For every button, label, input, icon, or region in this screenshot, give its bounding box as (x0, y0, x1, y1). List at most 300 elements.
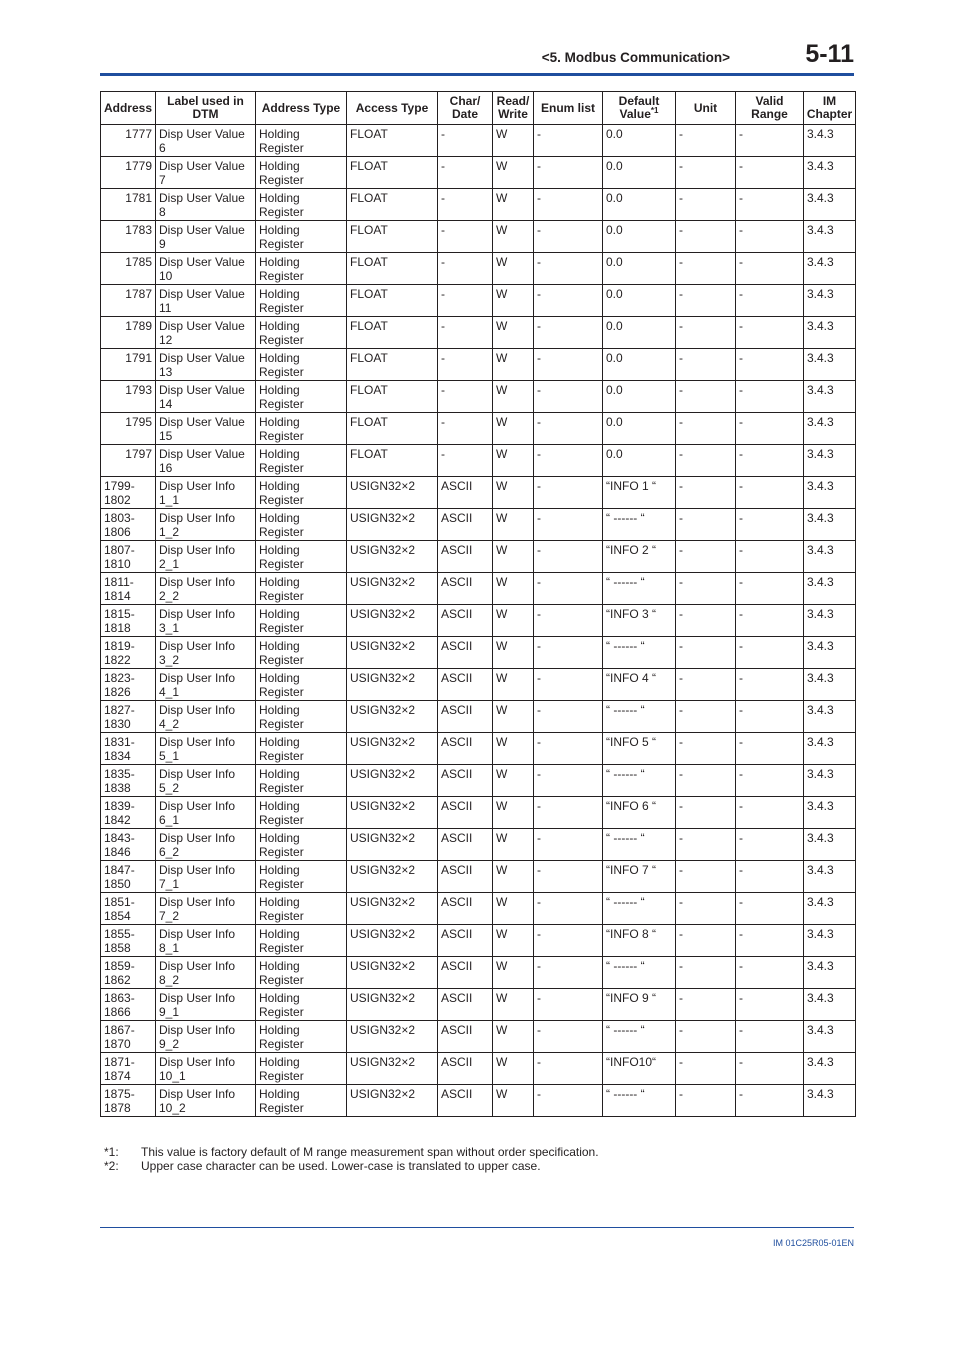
cell-default-value: “INFO 2 “ (603, 541, 676, 573)
cell-label: Disp User Info 2_2 (156, 573, 256, 605)
modbus-register-table (100, 91, 856, 1117)
footnote-text: This value is factory default of M range measurement span without order specification. (141, 1145, 599, 1159)
cell-valid-range: - (736, 669, 804, 701)
cell-valid-range: - (736, 733, 804, 765)
cell-label: Disp User Value 11 (156, 285, 256, 317)
cell-label: Disp User Info 1_2 (156, 509, 256, 541)
cell-valid-range: - (736, 1053, 804, 1085)
cell-enum-list: - (534, 701, 603, 733)
column-header-label: Valid Range (751, 94, 788, 121)
address-value: 1793 (125, 383, 152, 397)
column-header-label: Address (103, 100, 153, 115)
cell-address (101, 701, 156, 733)
cell-default-value: 0.0 (603, 381, 676, 413)
table-row (101, 1053, 856, 1085)
cell-enum-list: - (534, 157, 603, 189)
table-row (101, 445, 856, 477)
cell-default-value: “ ------ “ (603, 829, 676, 861)
address-value: 1839- 1842 (104, 799, 135, 827)
cell-char-date: - (438, 381, 493, 413)
header-rule (100, 73, 854, 76)
cell-unit: - (676, 701, 736, 733)
cell-address-type: Holding Register (256, 637, 347, 669)
cell-read-write: W (493, 253, 534, 285)
cell-default-value: “ ------ “ (603, 637, 676, 669)
cell-label: Disp User Info 6_2 (156, 829, 256, 861)
column-header-label: Enum list (540, 100, 595, 115)
cell-im-chapter: 3.4.3 (804, 1085, 856, 1117)
cell-address (101, 349, 156, 381)
cell-enum-list: - (534, 1085, 603, 1117)
cell-read-write: W (493, 637, 534, 669)
cell-address (101, 797, 156, 829)
cell-char-date: - (438, 445, 493, 477)
cell-char-date: ASCII (438, 861, 493, 893)
column-header-read-write (493, 92, 534, 125)
cell-default-value: “ ------ “ (603, 509, 676, 541)
cell-label: Disp User Info 5_2 (156, 765, 256, 797)
address-value: 1789 (125, 319, 152, 333)
cell-im-chapter: 3.4.3 (804, 573, 856, 605)
cell-valid-range: - (736, 957, 804, 989)
column-header-valid-range (736, 92, 804, 125)
cell-char-date: - (438, 413, 493, 445)
cell-unit: - (676, 413, 736, 445)
cell-access-type: FLOAT (347, 317, 438, 349)
address-value: 1847- 1850 (104, 863, 135, 891)
column-header-label: Default Value (618, 94, 660, 121)
address-value: 1875- 1878 (104, 1087, 135, 1115)
cell-label: Disp User Info 7_1 (156, 861, 256, 893)
cell-enum-list: - (534, 1053, 603, 1085)
cell-valid-range: - (736, 285, 804, 317)
cell-label: Disp User Value 16 (156, 445, 256, 477)
cell-enum-list: - (534, 861, 603, 893)
address-value: 1871- 1874 (104, 1055, 135, 1083)
cell-address-type: Holding Register (256, 317, 347, 349)
cell-address (101, 253, 156, 285)
cell-address-type: Holding Register (256, 605, 347, 637)
cell-enum-list: - (534, 189, 603, 221)
address-value: 1807- 1810 (104, 543, 135, 571)
address-value: 1803- 1806 (104, 511, 135, 539)
cell-unit: - (676, 253, 736, 285)
column-header-address-type (256, 92, 347, 125)
address-value: 1787 (125, 287, 152, 301)
cell-address (101, 765, 156, 797)
cell-unit: - (676, 381, 736, 413)
footnote (104, 1159, 599, 1173)
cell-unit: - (676, 509, 736, 541)
cell-address (101, 413, 156, 445)
cell-read-write: W (493, 1053, 534, 1085)
cell-address (101, 925, 156, 957)
cell-enum-list: - (534, 637, 603, 669)
cell-im-chapter: 3.4.3 (804, 669, 856, 701)
cell-im-chapter: 3.4.3 (804, 125, 856, 157)
cell-label: Disp User Value 15 (156, 413, 256, 445)
cell-char-date: ASCII (438, 1053, 493, 1085)
cell-address-type: Holding Register (256, 1021, 347, 1053)
cell-enum-list: - (534, 989, 603, 1021)
cell-im-chapter: 3.4.3 (804, 861, 856, 893)
table-row (101, 509, 856, 541)
cell-im-chapter: 3.4.3 (804, 925, 856, 957)
cell-access-type: USIGN32×2 (347, 541, 438, 573)
cell-im-chapter: 3.4.3 (804, 637, 856, 669)
cell-default-value: “INFO 1 “ (603, 477, 676, 509)
cell-address-type: Holding Register (256, 189, 347, 221)
cell-read-write: W (493, 317, 534, 349)
column-header-enum-list (534, 92, 603, 125)
cell-valid-range: - (736, 509, 804, 541)
cell-read-write: W (493, 1085, 534, 1117)
cell-enum-list: - (534, 893, 603, 925)
cell-unit: - (676, 765, 736, 797)
table-row (101, 1085, 856, 1117)
cell-unit: - (676, 989, 736, 1021)
cell-address-type: Holding Register (256, 509, 347, 541)
column-header-label: IM Chapter (806, 94, 853, 121)
document-id: IM 01C25R05-01EN (772, 1238, 854, 1248)
cell-char-date: ASCII (438, 829, 493, 861)
cell-default-value: 0.0 (603, 349, 676, 381)
footnote-mark: *2: (104, 1159, 119, 1173)
cell-address (101, 1021, 156, 1053)
cell-read-write: W (493, 413, 534, 445)
cell-default-value: 0.0 (603, 253, 676, 285)
cell-access-type: USIGN32×2 (347, 797, 438, 829)
cell-valid-range: - (736, 349, 804, 381)
address-value: 1835- 1838 (104, 767, 135, 795)
cell-enum-list: - (534, 349, 603, 381)
cell-im-chapter: 3.4.3 (804, 893, 856, 925)
table-row (101, 861, 856, 893)
cell-char-date: ASCII (438, 637, 493, 669)
cell-address (101, 125, 156, 157)
cell-read-write: W (493, 477, 534, 509)
cell-address (101, 317, 156, 349)
cell-address-type: Holding Register (256, 701, 347, 733)
cell-address (101, 189, 156, 221)
cell-unit: - (676, 189, 736, 221)
cell-unit: - (676, 541, 736, 573)
cell-address-type: Holding Register (256, 893, 347, 925)
column-header-label: Unit (693, 100, 718, 115)
cell-default-value: 0.0 (603, 221, 676, 253)
cell-address-type: Holding Register (256, 349, 347, 381)
cell-address (101, 541, 156, 573)
cell-access-type: USIGN32×2 (347, 829, 438, 861)
cell-default-value: 0.0 (603, 413, 676, 445)
column-header-label (156, 92, 256, 125)
cell-read-write: W (493, 605, 534, 637)
cell-unit: - (676, 669, 736, 701)
cell-char-date: - (438, 157, 493, 189)
cell-address-type: Holding Register (256, 733, 347, 765)
cell-access-type: USIGN32×2 (347, 925, 438, 957)
cell-label: Disp User Value 13 (156, 349, 256, 381)
cell-address (101, 733, 156, 765)
cell-address-type: Holding Register (256, 1053, 347, 1085)
column-header-im-chapter (804, 92, 856, 125)
cell-valid-range: - (736, 445, 804, 477)
cell-unit: - (676, 157, 736, 189)
cell-valid-range: - (736, 125, 804, 157)
cell-access-type: USIGN32×2 (347, 861, 438, 893)
cell-access-type: USIGN32×2 (347, 733, 438, 765)
cell-read-write: W (493, 157, 534, 189)
address-value: 1783 (125, 223, 152, 237)
cell-valid-range: - (736, 189, 804, 221)
table-row (101, 925, 856, 957)
table-row (101, 541, 856, 573)
cell-read-write: W (493, 701, 534, 733)
cell-default-value: “ ------ “ (603, 1085, 676, 1117)
cell-im-chapter: 3.4.3 (804, 157, 856, 189)
address-value: 1819- 1822 (104, 639, 135, 667)
cell-char-date: ASCII (438, 733, 493, 765)
cell-access-type: USIGN32×2 (347, 989, 438, 1021)
cell-valid-range: - (736, 829, 804, 861)
cell-read-write: W (493, 989, 534, 1021)
table-row (101, 893, 856, 925)
cell-enum-list: - (534, 381, 603, 413)
cell-access-type: FLOAT (347, 157, 438, 189)
cell-label: Disp User Info 4_2 (156, 701, 256, 733)
cell-enum-list: - (534, 765, 603, 797)
cell-default-value: 0.0 (603, 125, 676, 157)
table-row (101, 125, 856, 157)
address-value: 1799- 1802 (104, 479, 135, 507)
cell-label: Disp User Value 6 (156, 125, 256, 157)
cell-im-chapter: 3.4.3 (804, 349, 856, 381)
address-value: 1779 (125, 159, 152, 173)
cell-valid-range: - (736, 861, 804, 893)
footnote-reference: *1 (650, 106, 659, 115)
address-value: 1843- 1846 (104, 831, 135, 859)
cell-address-type: Holding Register (256, 477, 347, 509)
cell-valid-range: - (736, 157, 804, 189)
cell-read-write: W (493, 797, 534, 829)
footer-rule (100, 1227, 854, 1228)
cell-access-type: USIGN32×2 (347, 765, 438, 797)
cell-read-write: W (493, 957, 534, 989)
cell-label: Disp User Info 5_1 (156, 733, 256, 765)
cell-im-chapter: 3.4.3 (804, 381, 856, 413)
cell-read-write: W (493, 573, 534, 605)
cell-access-type: USIGN32×2 (347, 1085, 438, 1117)
cell-read-write: W (493, 541, 534, 573)
cell-address-type: Holding Register (256, 381, 347, 413)
cell-valid-range: - (736, 1085, 804, 1117)
table-row (101, 797, 856, 829)
cell-label: Disp User Value 8 (156, 189, 256, 221)
cell-im-chapter: 3.4.3 (804, 605, 856, 637)
cell-unit: - (676, 1085, 736, 1117)
column-header-unit (676, 92, 736, 125)
cell-im-chapter: 3.4.3 (804, 1021, 856, 1053)
cell-valid-range: - (736, 381, 804, 413)
table-row (101, 285, 856, 317)
cell-address-type: Holding Register (256, 445, 347, 477)
cell-valid-range: - (736, 1021, 804, 1053)
cell-label: Disp User Info 8_2 (156, 957, 256, 989)
cell-address (101, 829, 156, 861)
address-value: 1791 (125, 351, 152, 365)
cell-unit: - (676, 605, 736, 637)
cell-address (101, 1085, 156, 1117)
cell-enum-list: - (534, 317, 603, 349)
cell-address-type: Holding Register (256, 989, 347, 1021)
cell-access-type: FLOAT (347, 125, 438, 157)
address-value: 1827- 1830 (104, 703, 135, 731)
cell-access-type: USIGN32×2 (347, 509, 438, 541)
column-header-label: Address Type (261, 100, 341, 115)
cell-char-date: - (438, 221, 493, 253)
cell-im-chapter: 3.4.3 (804, 189, 856, 221)
table-body (101, 125, 856, 1117)
cell-default-value: 0.0 (603, 189, 676, 221)
cell-access-type: USIGN32×2 (347, 669, 438, 701)
cell-default-value: “INFO 4 “ (603, 669, 676, 701)
cell-default-value: “ ------ “ (603, 1021, 676, 1053)
cell-enum-list: - (534, 509, 603, 541)
cell-label: Disp User Value 10 (156, 253, 256, 285)
cell-valid-range: - (736, 893, 804, 925)
cell-access-type: USIGN32×2 (347, 1053, 438, 1085)
table-row (101, 829, 856, 861)
cell-address-type: Holding Register (256, 125, 347, 157)
table-row (101, 157, 856, 189)
cell-valid-range: - (736, 317, 804, 349)
cell-im-chapter: 3.4.3 (804, 221, 856, 253)
table-row (101, 765, 856, 797)
cell-label: Disp User Info 4_1 (156, 669, 256, 701)
cell-read-write: W (493, 189, 534, 221)
cell-address (101, 605, 156, 637)
cell-access-type: USIGN32×2 (347, 605, 438, 637)
cell-unit: - (676, 829, 736, 861)
table-row (101, 253, 856, 285)
table-row (101, 701, 856, 733)
cell-unit: - (676, 317, 736, 349)
cell-unit: - (676, 285, 736, 317)
cell-address-type: Holding Register (256, 221, 347, 253)
cell-valid-range: - (736, 413, 804, 445)
cell-read-write: W (493, 285, 534, 317)
cell-valid-range: - (736, 925, 804, 957)
cell-access-type: FLOAT (347, 253, 438, 285)
cell-enum-list: - (534, 285, 603, 317)
address-value: 1823- 1826 (104, 671, 135, 699)
table-row (101, 189, 856, 221)
cell-unit: - (676, 797, 736, 829)
cell-read-write: W (493, 1021, 534, 1053)
cell-im-chapter: 3.4.3 (804, 413, 856, 445)
cell-address (101, 221, 156, 253)
cell-enum-list: - (534, 605, 603, 637)
table-row (101, 349, 856, 381)
address-value: 1781 (125, 191, 152, 205)
footnote (104, 1145, 599, 1159)
cell-access-type: USIGN32×2 (347, 957, 438, 989)
cell-enum-list: - (534, 1021, 603, 1053)
cell-label: Disp User Value 7 (156, 157, 256, 189)
cell-unit: - (676, 637, 736, 669)
cell-im-chapter: 3.4.3 (804, 765, 856, 797)
cell-enum-list: - (534, 125, 603, 157)
cell-access-type: FLOAT (347, 413, 438, 445)
table-row (101, 381, 856, 413)
cell-label: Disp User Info 9_1 (156, 989, 256, 1021)
cell-address (101, 861, 156, 893)
cell-address (101, 285, 156, 317)
cell-default-value: “INFO 7 “ (603, 861, 676, 893)
cell-access-type: USIGN32×2 (347, 573, 438, 605)
cell-address (101, 1053, 156, 1085)
cell-default-value: “INFO 5 “ (603, 733, 676, 765)
cell-valid-range: - (736, 605, 804, 637)
cell-label: Disp User Info 1_1 (156, 477, 256, 509)
page-header (100, 40, 854, 76)
cell-im-chapter: 3.4.3 (804, 285, 856, 317)
cell-address (101, 445, 156, 477)
cell-im-chapter: 3.4.3 (804, 445, 856, 477)
address-value: 1863- 1866 (104, 991, 135, 1019)
cell-address-type: Holding Register (256, 413, 347, 445)
cell-address-type: Holding Register (256, 1085, 347, 1117)
cell-address-type: Holding Register (256, 765, 347, 797)
cell-char-date: ASCII (438, 509, 493, 541)
column-header-access-type (347, 92, 438, 125)
cell-enum-list: - (534, 797, 603, 829)
cell-default-value: “INFO 6 “ (603, 797, 676, 829)
cell-read-write: W (493, 765, 534, 797)
cell-address-type: Holding Register (256, 861, 347, 893)
table-row (101, 605, 856, 637)
cell-valid-range: - (736, 573, 804, 605)
cell-im-chapter: 3.4.3 (804, 509, 856, 541)
cell-im-chapter: 3.4.3 (804, 829, 856, 861)
cell-default-value: 0.0 (603, 285, 676, 317)
cell-address (101, 957, 156, 989)
cell-read-write: W (493, 893, 534, 925)
cell-default-value: 0.0 (603, 445, 676, 477)
address-value: 1831- 1834 (104, 735, 135, 763)
cell-access-type: FLOAT (347, 349, 438, 381)
cell-char-date: ASCII (438, 797, 493, 829)
cell-default-value: “INFO 9 “ (603, 989, 676, 1021)
cell-access-type: USIGN32×2 (347, 1021, 438, 1053)
cell-unit: - (676, 1053, 736, 1085)
cell-read-write: W (493, 381, 534, 413)
cell-default-value: “INFO 8 “ (603, 925, 676, 957)
cell-read-write: W (493, 221, 534, 253)
cell-read-write: W (493, 733, 534, 765)
cell-unit: - (676, 477, 736, 509)
cell-label: Disp User Info 3_1 (156, 605, 256, 637)
cell-char-date: ASCII (438, 669, 493, 701)
cell-unit: - (676, 893, 736, 925)
cell-char-date: ASCII (438, 573, 493, 605)
cell-address (101, 637, 156, 669)
cell-default-value: 0.0 (603, 317, 676, 349)
cell-enum-list: - (534, 925, 603, 957)
cell-default-value: 0.0 (603, 157, 676, 189)
cell-im-chapter: 3.4.3 (804, 701, 856, 733)
cell-access-type: USIGN32×2 (347, 477, 438, 509)
